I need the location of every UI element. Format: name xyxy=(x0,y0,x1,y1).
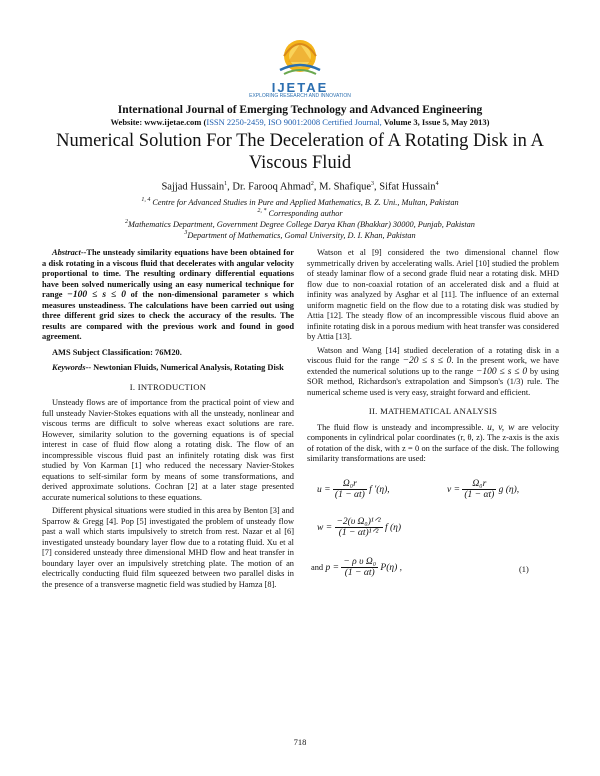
corresponding-sup: 2, * xyxy=(257,208,267,214)
paper-title: Numerical Solution For The Deceleration of A Rotating Disk in A Viscous Fluid xyxy=(56,131,544,173)
eq-w-fraction xyxy=(335,517,383,539)
affiliation-2-text: Mathematics Department, Government Degree College Darya Khan (Bhakkar) 30000, Punjab, Pakistan xyxy=(128,219,475,229)
website-suffix: Volume 3, Issue 5, May 2013) xyxy=(381,117,490,127)
ams-classification: AMS Subject Classification: 76M20. xyxy=(52,347,182,357)
affiliation-1-text: Centre for Advanced Studies in Pure and Applied Mathematics, B. Z. Uni., Multan, Pakistan xyxy=(150,197,459,207)
equation-v xyxy=(447,479,519,501)
eq-p-denominator: (1 − αt) xyxy=(344,568,375,578)
eq-u-lhs: u = xyxy=(317,484,331,495)
right-p2-range-2: −100 ≤ s ≤ 0 xyxy=(475,366,528,377)
affiliation-1-sup: 1, 4 xyxy=(141,197,151,203)
eq-p-and: and xyxy=(311,562,324,572)
eq-p-lhs: p = xyxy=(325,562,340,573)
corresponding-text: Corresponding author xyxy=(268,208,343,218)
affiliation-3-sup: 3 xyxy=(184,230,188,236)
affiliation-3 xyxy=(0,230,600,240)
eq-u-numerator: Ω₀r xyxy=(333,479,367,491)
affiliation-2 xyxy=(0,219,600,229)
corresponding-author-note xyxy=(0,208,600,218)
section-2-heading: II. MATHEMATICAL ANALYSIS xyxy=(368,406,498,416)
equation-p xyxy=(311,557,402,579)
left-column xyxy=(42,248,294,593)
equation-u xyxy=(317,479,390,501)
right-p2-text-c: by using SOR method, Richardson's extrapolation and Simpson's (1/3) rule. The numerical scheme used is very easy, straight forward and efficient. xyxy=(307,366,559,397)
eq-p-numerator: − ρ υ Ω₀ xyxy=(343,556,377,567)
right-p2-text-b: . In the present work, we have extended the numerical solutions up to the range xyxy=(307,356,559,376)
right-p2-range-1: −20 ≤ s ≤ 0 xyxy=(402,356,452,366)
intro-paragraph-1: Unsteady flows are of importance from the practical point of view and full unsteady Navier-Stokes equations with all the unsteady, nonlinear and viscous terms are difficult to solve whereas exact solutions are rare. However, similarity solution to the governing equations is of special interest in case of fluid flow along a rotating disk. The flow of an incompressible viscous fluid past an infinitely rotating disk was first studied by Von Karman [1] who reduced the necessary Navier-Stokes equations to self-similar form by means of some transformations, and derived approximate solutions. Cochran [2] at a later stage presented accurate numerical solutions to these equations. xyxy=(42,398,294,502)
keywords-label: Keywords xyxy=(52,363,86,372)
equation-block-1 xyxy=(307,471,559,611)
eq-w-lhs: w = xyxy=(317,522,333,533)
math-p1-text-a: The fluid flow is unsteady and incompressible. xyxy=(317,422,488,432)
eq-u-denominator: (1 − αt) xyxy=(334,490,365,500)
author-list xyxy=(0,181,600,193)
author-1-sup: 1 xyxy=(224,181,228,187)
author-3: , M. Shafique xyxy=(313,181,372,193)
journal-name: International Journal of Emerging Technology and Advanced Engineering xyxy=(117,104,483,116)
abstract xyxy=(42,248,294,343)
right-p2-text-a: Watson and Wang [14] studied deceleration of a rotating disk in a viscous fluid for the range xyxy=(307,345,559,365)
math-variables: u, v, w xyxy=(487,422,515,433)
eq-p-fraction xyxy=(341,557,378,579)
affiliation-1 xyxy=(0,197,600,207)
right-paragraph-1: Watson et al [9] considered the two dimensional channel flow symmetrically driven by accelerating walls. Ariel [10] studied the problem of steady laminar flow of a second grade fluid near a rotating disk. MHD flow due to non-coaxial rotation of an accelerated disk and a fluid at infinity was analyzed by Asghar et al [11]. The influence of an external uniform magnetic field on the flow due to a rotating disk was studied by Attia [12]. The steady flow of an incompressible viscous fluid above an infinite rotating disk in a porous medium with heat transfer was considered by Attia [13]. xyxy=(307,248,559,341)
affiliation-3-text: Department of Mathematics, Gomal University, D. I. Khan, Pakistan xyxy=(187,230,416,240)
abstract-text-a: --The unsteady similarity equations have been obtained for a disk rotating in a viscous fluid that decelerates with angular velocity proportional to time. The resulting ordinary differential equations have been solved numerically using an easy numerical technique for range xyxy=(42,248,294,299)
logo-text: IJETAE xyxy=(271,80,329,95)
eq-v-denominator: (1 − αt) xyxy=(464,490,495,500)
website-issn: ISSN 2250-2459, ISO 9001:2008 Certified Journal, xyxy=(206,117,382,127)
eq-w-rhs: f (η) xyxy=(385,522,402,533)
journal-website-line xyxy=(0,117,600,127)
author-2-sup: 2 xyxy=(310,181,314,187)
intro-paragraph-2: Different physical situations were studied in this area by Benton [3] and Sparrow & Gregg [4]. Pop [5] investigated the problem of unsteady flow past a wall which starts impulsively to stretch from rest. Nazar et al [6] investigated unsteady boundary layer flow due to a rotating fluid. Xu et al [7] considered unsteady three dimensional MHD flow and heat transfer in boundary layer over an impulsively stretching plate. The motion of an electrically conducting fluid film squeezed between two parallel disks in the presence of a transverse magnetic field was studied by Hamza [8]. xyxy=(42,506,294,589)
math-p1-text-b: are velocity components in cylindrical polar coordinates (r, θ, z). The z-axis is the axis of rotation of the disk, with z = 0 on the surface of the disk. The following similarity transformations are used: xyxy=(307,422,559,463)
math-paragraph-1 xyxy=(307,423,559,465)
keywords xyxy=(42,363,294,374)
keywords-text: -- Newtonian Fluids, Numerical Analysis, Rotating Disk xyxy=(85,363,284,372)
equation-w xyxy=(317,517,401,539)
logo-subtext: EXPLORING RESEARCH AND INNOVATION xyxy=(249,93,351,99)
right-column xyxy=(307,248,559,611)
eq-v-fraction xyxy=(462,479,496,501)
eq-u-rhs: f ′(η), xyxy=(369,484,390,495)
logo-emblem-icon xyxy=(280,40,320,74)
abstract-range: −100 ≤ s ≤ 0 xyxy=(67,290,126,300)
author-4-sup: 4 xyxy=(435,181,439,187)
website-prefix[interactable]: Website: www.ijetae.com ( xyxy=(110,117,207,127)
right-paragraph-2 xyxy=(307,346,559,399)
equation-number: (1) xyxy=(519,564,529,574)
eq-u-fraction xyxy=(333,479,367,501)
author-2: , Dr. Farooq Ahmad xyxy=(227,181,311,193)
eq-v-rhs: g (η), xyxy=(498,484,520,495)
abstract-text-b: of the non-dimensional parameter s which measures unsteadiness. The calculations have been carried out using three different grid sizes to check the accuracy of the results. The results are compared with the previous work and found in good agreement. xyxy=(42,290,295,341)
eq-v-numerator: Ω₀r xyxy=(462,479,496,491)
author-1: Sajjad Hussain xyxy=(161,181,225,193)
section-1-heading: I. INTRODUCTION xyxy=(129,381,207,392)
eq-w-denominator: (1 − αt)¹ᐟ² xyxy=(338,528,379,538)
author-4: , Sifat Hussain xyxy=(374,181,436,193)
eq-v-lhs: v = xyxy=(447,484,461,495)
affiliation-2-sup: 2 xyxy=(125,219,129,225)
abstract-label: Abstract xyxy=(52,248,81,257)
eq-w-numerator: −2(υ Ω₀)¹ᐟ² xyxy=(336,516,381,527)
page-number: 718 xyxy=(293,737,307,747)
eq-p-rhs: P(η) , xyxy=(380,562,402,573)
author-3-sup: 3 xyxy=(371,181,375,187)
